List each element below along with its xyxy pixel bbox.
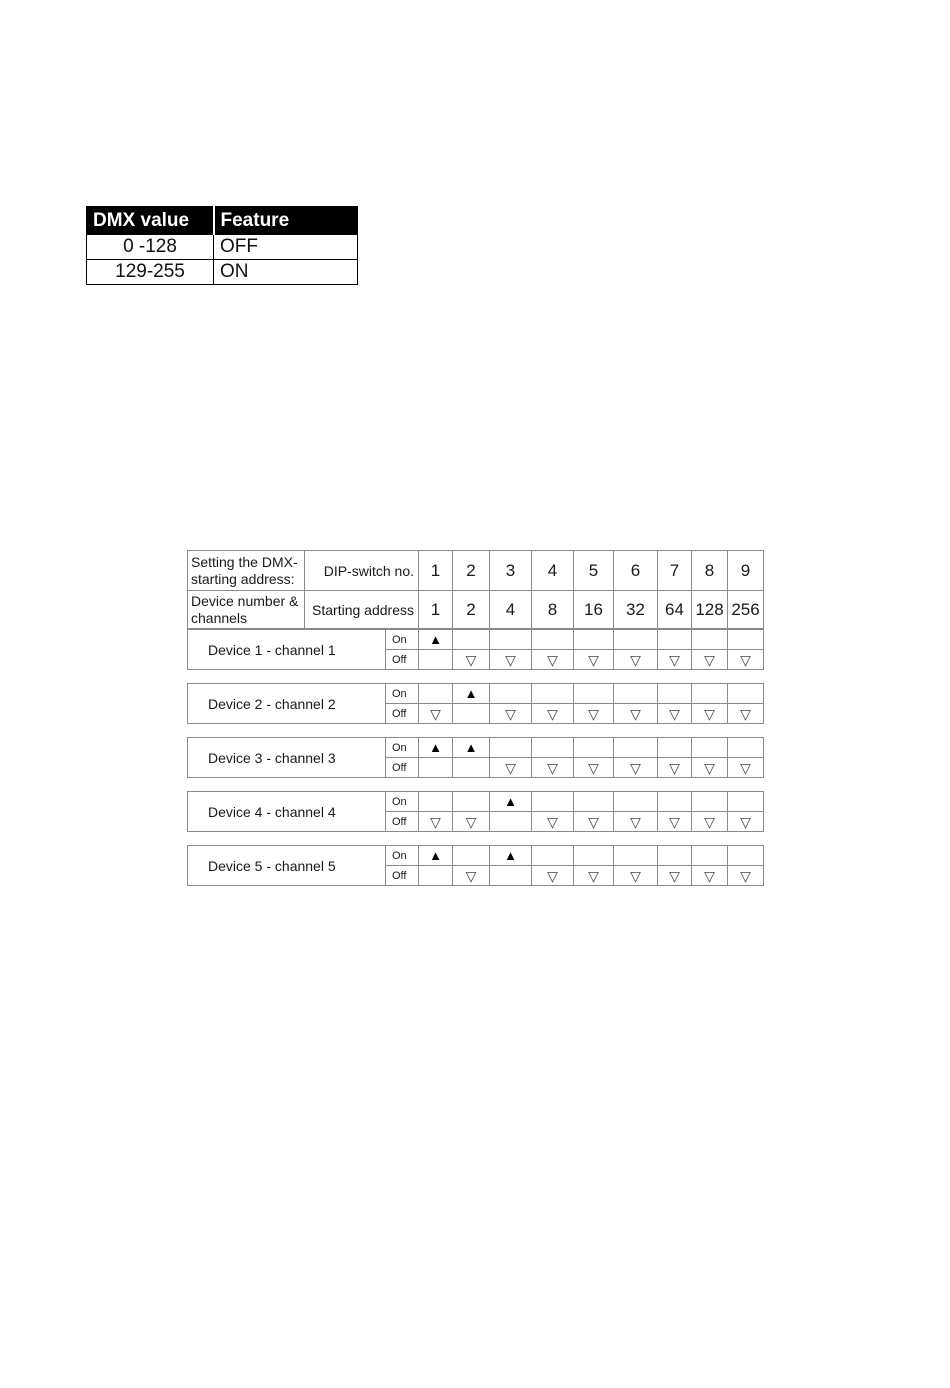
off-label: Off (386, 704, 419, 724)
switch-empty-cell (658, 792, 692, 812)
switch-off-cell (658, 866, 692, 886)
switch-empty-cell (692, 846, 728, 866)
switch-off-icon: ▽ (465, 867, 477, 884)
device-block (187, 629, 764, 670)
dmx-value-table (86, 206, 358, 285)
table-row (188, 738, 764, 758)
switch-empty-cell (574, 630, 614, 650)
switch-off-cell (728, 704, 764, 724)
switch-off-icon: ▽ (704, 867, 715, 884)
switch-empty-cell (453, 758, 490, 778)
switch-off-icon: ▽ (704, 705, 715, 722)
switch-on-icon: ▲ (429, 632, 442, 647)
switch-empty-cell (453, 630, 490, 650)
switch-empty-cell (532, 792, 574, 812)
switch-off-icon: ▽ (630, 651, 641, 668)
switch-off-icon: ▽ (505, 705, 516, 722)
switch-off-icon: ▽ (505, 651, 516, 668)
switch-off-icon: ▽ (505, 759, 516, 776)
dip-switch-number: 7 (658, 551, 692, 591)
switch-off-cell (692, 704, 728, 724)
device-block (187, 791, 764, 832)
switch-empty-cell (419, 650, 453, 670)
switch-off-icon: ▽ (630, 759, 641, 776)
switch-empty-cell (419, 684, 453, 704)
switch-off-cell (419, 812, 453, 832)
switch-off-icon: ▽ (465, 651, 477, 668)
switch-off-cell (574, 650, 614, 670)
switch-empty-cell (692, 630, 728, 650)
switch-off-cell (728, 866, 764, 886)
switch-empty-cell (419, 792, 453, 812)
starting-address-label: Starting address (305, 591, 419, 629)
switch-off-icon: ▽ (704, 813, 715, 830)
switch-on-icon: ▲ (429, 740, 442, 755)
switch-off-cell (658, 812, 692, 832)
on-label: On (386, 846, 419, 866)
starting-address-value: 8 (532, 591, 574, 629)
switch-empty-cell (453, 846, 490, 866)
dip-switch-number: 4 (532, 551, 574, 591)
switch-empty-cell (532, 846, 574, 866)
switch-off-icon: ▽ (740, 759, 751, 776)
dmx-value-header: DMX value (87, 207, 214, 235)
device-block (187, 683, 764, 724)
starting-address-row (188, 591, 764, 629)
switch-empty-cell (532, 738, 574, 758)
off-label: Off (386, 812, 419, 832)
on-label: On (386, 738, 419, 758)
switch-empty-cell (574, 792, 614, 812)
switch-off-icon: ▽ (588, 651, 599, 668)
switch-off-icon: ▽ (547, 651, 558, 668)
switch-empty-cell (614, 846, 658, 866)
switch-empty-cell (574, 738, 614, 758)
off-label: Off (386, 650, 419, 670)
on-label: On (386, 630, 419, 650)
switch-empty-cell (728, 684, 764, 704)
starting-address-value: 2 (453, 591, 490, 629)
starting-address-value: 4 (490, 591, 532, 629)
dip-switch-number: 2 (453, 551, 490, 591)
switch-off-icon: ▽ (704, 651, 715, 668)
switch-on-icon: ▲ (464, 686, 478, 701)
switch-off-cell (532, 650, 574, 670)
switch-off-cell (453, 812, 490, 832)
switch-on-icon: ▲ (504, 848, 517, 863)
switch-off-cell (692, 650, 728, 670)
switch-empty-cell (490, 684, 532, 704)
switch-off-icon: ▽ (669, 759, 680, 776)
starting-address-value: 128 (692, 591, 728, 629)
starting-address-value: 256 (728, 591, 764, 629)
switch-off-cell (614, 758, 658, 778)
switch-empty-cell (574, 684, 614, 704)
switch-empty-cell (614, 738, 658, 758)
switch-off-icon: ▽ (630, 813, 641, 830)
switch-off-icon: ▽ (704, 759, 715, 776)
switch-off-cell (574, 812, 614, 832)
switch-off-cell (614, 704, 658, 724)
starting-address-value: 64 (658, 591, 692, 629)
switch-off-cell (614, 650, 658, 670)
switch-off-icon: ▽ (740, 813, 751, 830)
switch-off-icon: ▽ (669, 651, 680, 668)
dmx-value-cell: 0 -128 (87, 235, 214, 260)
switch-off-cell (453, 650, 490, 670)
switch-on-cell (453, 738, 490, 758)
off-label: Off (386, 866, 419, 886)
dip-switch-number: 9 (728, 551, 764, 591)
switch-off-cell (490, 758, 532, 778)
switch-off-cell (490, 650, 532, 670)
switch-empty-cell (453, 704, 490, 724)
dmx-value-cell: 129-255 (87, 260, 214, 285)
switch-off-icon: ▽ (465, 813, 477, 830)
table-row (188, 792, 764, 812)
device-channels-label: Device number & channels (188, 591, 305, 629)
switch-off-icon: ▽ (547, 813, 558, 830)
switch-off-cell (658, 758, 692, 778)
switch-off-icon: ▽ (669, 705, 680, 722)
dip-switch-no-label: DIP-switch no. (305, 551, 419, 591)
switch-off-cell (490, 704, 532, 724)
device-name: Device 1 - channel 1 (188, 630, 386, 670)
switch-off-cell (728, 758, 764, 778)
switch-on-cell (490, 792, 532, 812)
switch-on-cell (490, 846, 532, 866)
switch-off-icon: ▽ (547, 705, 558, 722)
switch-off-cell (658, 704, 692, 724)
switch-empty-cell (658, 846, 692, 866)
switch-off-icon: ▽ (547, 867, 558, 884)
switch-empty-cell (532, 630, 574, 650)
switch-off-cell (728, 812, 764, 832)
dmx-start-address-label: Setting the DMX-starting address: (188, 551, 305, 591)
device-name: Device 3 - channel 3 (188, 738, 386, 778)
switch-empty-cell (490, 866, 532, 886)
on-label: On (386, 792, 419, 812)
switch-off-cell (419, 704, 453, 724)
switch-empty-cell (692, 684, 728, 704)
switch-off-icon: ▽ (740, 705, 751, 722)
switch-off-cell (532, 866, 574, 886)
switch-on-cell (419, 630, 453, 650)
feature-cell: ON (214, 260, 358, 285)
switch-off-icon: ▽ (588, 759, 599, 776)
device-name: Device 2 - channel 2 (188, 684, 386, 724)
switch-off-cell (532, 704, 574, 724)
switch-off-cell (453, 866, 490, 886)
switch-empty-cell (658, 630, 692, 650)
dip-switch-header (187, 550, 764, 629)
switch-off-cell (574, 866, 614, 886)
switch-off-cell (532, 758, 574, 778)
switch-empty-cell (614, 684, 658, 704)
switch-off-icon: ▽ (630, 867, 641, 884)
switch-empty-cell (728, 630, 764, 650)
switch-off-cell (658, 650, 692, 670)
device-block (187, 737, 764, 778)
switch-empty-cell (658, 684, 692, 704)
dip-switch-number-row (188, 551, 764, 591)
switch-off-icon: ▽ (669, 867, 680, 884)
switch-off-icon: ▽ (740, 867, 751, 884)
switch-off-cell (574, 758, 614, 778)
switch-off-cell (614, 866, 658, 886)
device-name: Device 4 - channel 4 (188, 792, 386, 832)
switch-empty-cell (419, 758, 453, 778)
switch-off-cell (692, 758, 728, 778)
switch-on-cell (419, 846, 453, 866)
switch-empty-cell (728, 738, 764, 758)
switch-off-icon: ▽ (588, 813, 599, 830)
switch-off-cell (614, 812, 658, 832)
feature-cell: OFF (214, 235, 358, 260)
switch-off-icon: ▽ (547, 759, 558, 776)
switch-off-icon: ▽ (430, 813, 441, 830)
switch-empty-cell (419, 866, 453, 886)
table-row (87, 235, 358, 260)
switch-off-cell (728, 650, 764, 670)
switch-empty-cell (692, 738, 728, 758)
device-list (187, 629, 763, 886)
switch-on-icon: ▲ (464, 740, 478, 755)
switch-off-icon: ▽ (740, 651, 751, 668)
switch-off-icon: ▽ (430, 705, 441, 722)
switch-empty-cell (614, 792, 658, 812)
switch-empty-cell (614, 630, 658, 650)
switch-off-icon: ▽ (588, 705, 599, 722)
starting-address-value: 32 (614, 591, 658, 629)
table-row (87, 260, 358, 285)
switch-off-icon: ▽ (669, 813, 680, 830)
switch-empty-cell (490, 812, 532, 832)
switch-empty-cell (532, 684, 574, 704)
dip-switch-number: 1 (419, 551, 453, 591)
off-label: Off (386, 758, 419, 778)
table-row (188, 846, 764, 866)
dmx-table-header (87, 207, 358, 235)
table-row (188, 630, 764, 650)
switch-on-cell (419, 738, 453, 758)
switch-off-icon: ▽ (588, 867, 599, 884)
switch-empty-cell (658, 738, 692, 758)
switch-empty-cell (728, 792, 764, 812)
switch-off-cell (692, 866, 728, 886)
device-name: Device 5 - channel 5 (188, 846, 386, 886)
on-label: On (386, 684, 419, 704)
switch-empty-cell (490, 630, 532, 650)
starting-address-value: 1 (419, 591, 453, 629)
dip-switch-number: 3 (490, 551, 532, 591)
dip-switch-number: 5 (574, 551, 614, 591)
switch-off-cell (532, 812, 574, 832)
dip-switch-table (187, 550, 763, 886)
switch-off-cell (574, 704, 614, 724)
switch-on-icon: ▲ (429, 848, 442, 863)
switch-empty-cell (728, 846, 764, 866)
switch-empty-cell (490, 738, 532, 758)
table-row (188, 684, 764, 704)
switch-off-cell (692, 812, 728, 832)
switch-empty-cell (453, 792, 490, 812)
dip-switch-number: 8 (692, 551, 728, 591)
switch-empty-cell (574, 846, 614, 866)
dip-switch-number: 6 (614, 551, 658, 591)
switch-on-cell (453, 684, 490, 704)
feature-header: Feature (214, 207, 358, 235)
starting-address-value: 16 (574, 591, 614, 629)
device-block (187, 845, 764, 886)
switch-off-icon: ▽ (630, 705, 641, 722)
switch-empty-cell (692, 792, 728, 812)
switch-on-icon: ▲ (504, 794, 517, 809)
